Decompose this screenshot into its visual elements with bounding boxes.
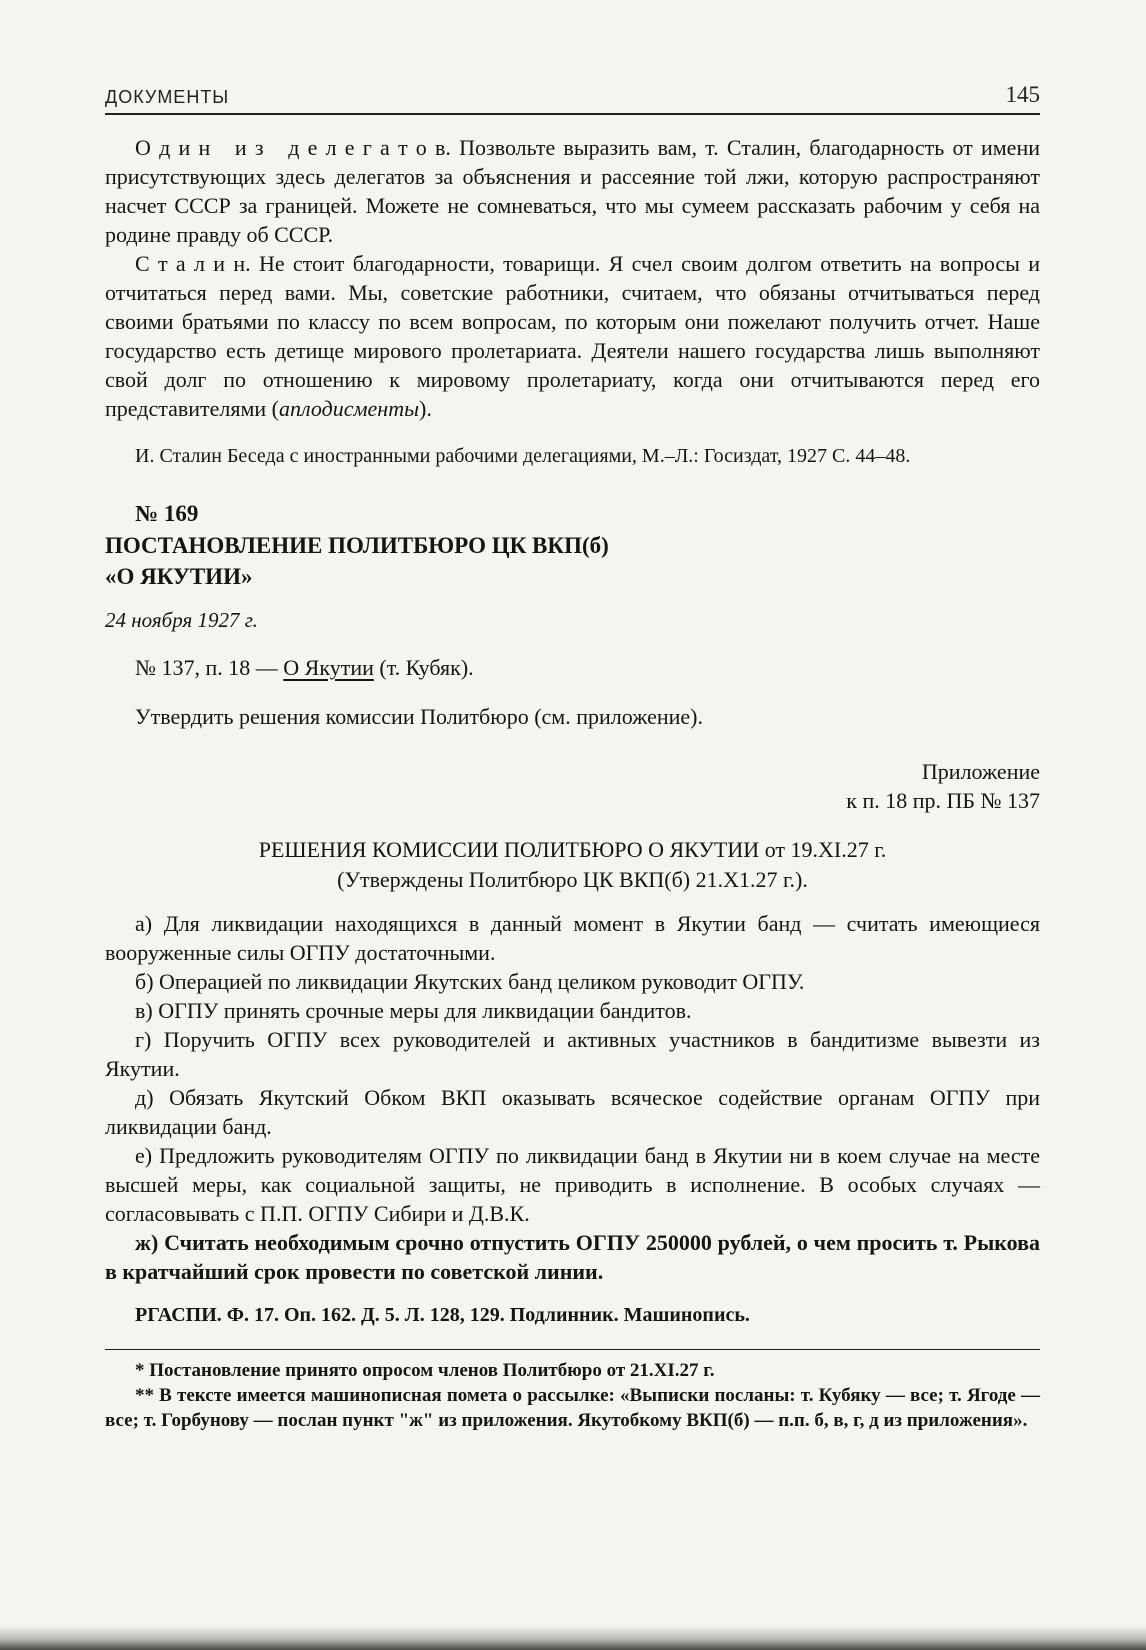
- dialogue-paragraph-delegate: [105, 133, 1040, 249]
- agenda-subject-underlined: О Якутии: [283, 655, 374, 680]
- resolution-item-e: е) Предложить руководителям ОГПУ по ликвидации банд в Якутии ни в коем случае на месте высшей меры, как социальной защиты, не приводить в исполнение. В особых случаях — согласовывать с П.П. ОГПУ Сибири и Д.В.К.: [105, 1143, 1040, 1226]
- approval-line: [105, 702, 1040, 731]
- agenda-suffix: (т. Кубяк).: [373, 655, 474, 680]
- annex-label: [105, 757, 1040, 815]
- running-header-title: ДОКУМЕНТЫ: [105, 87, 230, 107]
- footnote-block: [105, 1349, 1040, 1433]
- dialogue-text-stalin-end: ).: [419, 396, 432, 421]
- agenda-paragraph: [105, 653, 1040, 682]
- doc-title-line1: ПОСТАНОВЛЕНИЕ ПОЛИТБЮРО ЦК ВКП(б): [105, 533, 609, 558]
- dialogue-paragraph-stalin: [105, 249, 1040, 423]
- annex-line1: Приложение: [921, 759, 1040, 784]
- resolution-item-zh: ж) Считать необходимым срочно отпустить ОГПУ 250000 рублей, о чем просить т. Рыкова в кратчайший срок провести по советской линии.: [105, 1230, 1040, 1284]
- resolution-item-g: г) Поручить ОГПУ всех руководителей и активных участников в бандитизме вывезти из Якутии.: [105, 1027, 1040, 1081]
- annex-line2: к п. 18 пр. ПБ № 137: [846, 788, 1040, 813]
- resolution-item-a: а) Для ликвидации находящихся в данный момент в Якутии банд — считать имеющиеся вооруженные силы ОГПУ достаточными.: [105, 911, 1040, 965]
- source-citation: И. Сталин Беседа с иностранными рабочими делегациями, М.–Л.: Госиздат, 1927 С. 44–48.: [135, 445, 911, 467]
- footnote-1: * Постановление принято опросом членов Политбюро от 21.XI.27 г.: [135, 1360, 715, 1381]
- doc-title: [105, 530, 1040, 592]
- agenda-prefix: № 137, п. 18 —: [135, 655, 284, 680]
- agenda-line: [105, 653, 1040, 682]
- resolution-heading-line1: РЕШЕНИЯ КОМИССИИ ПОЛИТБЮРО О ЯКУТИИ от 19.XI.27 г.: [258, 837, 887, 862]
- footnote-2: ** В тексте имеется машинописная помета о рассылке: «Выписки посланы: т. Кубяку — все; т. Ягоде — все; т. Горбунову — послан пункт "ж" из приложения. Якутобкому ВКП(б) — п.п. б, в, г, д из приложения».: [105, 1385, 1040, 1431]
- scan-bottom-edge: [0, 1626, 1146, 1650]
- dialogue-text-stalin: Не стоит благодарности, товарищи. Я счел своим долгом ответить на вопросы и отчитаться перед вами. Мы, советские работники, считаем, что обязаны отчитываться перед своими братьями по классу по всем вопросам, по которым они пожелают получить отчет. Наше государство есть детище мирового пролетариата. Деятели нашего государства лишь выполняют свой долг по отношению к мировому пролетариату, когда они отчитываются перед его представителями (: [105, 251, 1040, 421]
- resolution-items: [105, 909, 1040, 1286]
- resolution-item-d: д) Обязать Якутский Обком ВКП оказывать всяческое содействие органам ОГПУ при ликвидации банд.: [105, 1085, 1040, 1139]
- resolution-heading: [105, 835, 1040, 895]
- resolution-item-b: б) Операцией по ликвидации Якутских банд целиком руководит ОГПУ.: [135, 969, 805, 994]
- speaker-name-stalin: С т а л и н.: [135, 251, 251, 276]
- doc-title-line2: «О ЯКУТИИ»: [105, 564, 253, 589]
- doc-date: 24 ноября 1927 г.: [105, 608, 258, 632]
- resolution-item-v: в) ОГПУ принять срочные меры для ликвидации бандитов.: [135, 998, 692, 1023]
- approval-paragraph: Утвердить решения комиссии Политбюро (см. приложение).: [135, 704, 703, 729]
- page-number: 145: [1005, 82, 1040, 107]
- italic-word-applause: аплодисменты: [279, 396, 419, 421]
- archive-citation: РГАСПИ. Ф. 17. Оп. 162. Д. 5. Л. 128, 129. Подлинник. Машинопись.: [135, 1304, 750, 1326]
- doc-number: № 169: [135, 501, 199, 526]
- running-header: [105, 82, 1040, 115]
- resolution-heading-line2: (Утверждены Политбюро ЦК ВКП(б) 21.X1.27 г.).: [337, 867, 808, 892]
- source-citation-block: [105, 443, 1040, 469]
- dialogue-block: [105, 133, 1040, 423]
- dialogue-text-delegate: Позвольте выразить вам, т. Сталин, благодарность от имени присутствующих здесь делегатов за объяснения и рассеяние той лжи, которую распространяют насчет СССР за границей. Можете не сомневаться, что мы сумеем рассказать рабочим у себя на родине правду об СССР.: [105, 135, 1040, 247]
- speaker-name-delegate: О д и н и з д е л е г а т о в.: [135, 135, 451, 160]
